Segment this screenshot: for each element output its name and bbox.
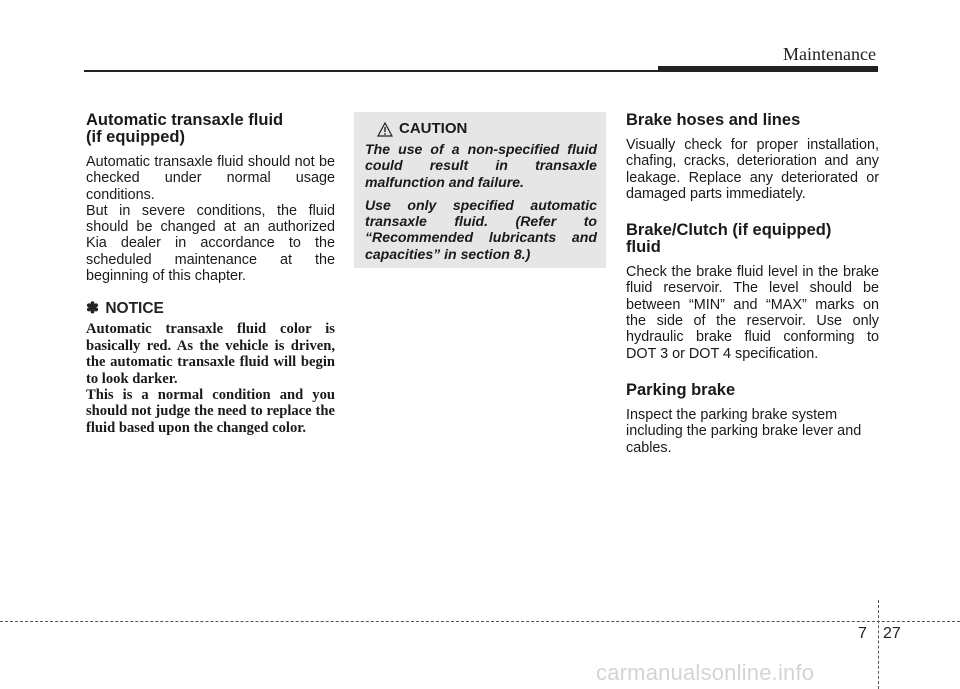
caution-heading	[365, 120, 597, 138]
parking-brake-body: Inspect the parking brake system including the parking brake lever and cables.	[626, 406, 862, 456]
notice-paragraph-1: Automatic transaxle fluid color is basically red. As the vehicle is driven, the automatic transaxle fluid will begin to look darker.	[86, 321, 335, 387]
column-right	[626, 112, 879, 456]
notice-cross-icon: ✽	[86, 300, 99, 318]
section-heading-brake-hoses: Brake hoses and lines	[626, 111, 801, 129]
header-rule-thick	[658, 66, 878, 72]
column-middle	[354, 112, 606, 268]
warning-triangle-icon	[377, 122, 393, 137]
heading-line-2: (if equipped)	[86, 128, 185, 146]
footer-page-number: 27	[883, 625, 901, 642]
footer-chapter-number: 7	[858, 625, 867, 642]
caution-box	[354, 112, 606, 268]
brake-fluid-body: Check the brake fluid level in the brake fluid reservoir. The level should be between “MIN” and “MAX” marks on the side of the reservoir. Use only hydraulic brake fluid conforming to DOT 3 or DOT 4 specification.	[626, 264, 879, 362]
transaxle-paragraph-1: Automatic transaxle fluid should not be checked under normal usage conditions.	[86, 154, 335, 203]
footer-vertical-divider	[878, 600, 879, 689]
brake-hoses-body: Visually check for proper installation, chafing, cracks, deterioration and any leakage. Replace any deteriorated or damaged parts immediately.	[626, 137, 879, 202]
watermark-text: carmanualsonline.info	[596, 660, 815, 685]
brake-fluid-heading-line-1: Brake/Clutch (if equipped)	[626, 221, 832, 240]
section-heading-brake-fluid	[626, 222, 879, 256]
page-header-title: Maintenance	[783, 44, 876, 64]
brake-fluid-heading-line-2: fluid	[626, 238, 661, 257]
footer-divider	[0, 621, 960, 622]
column-left	[86, 112, 335, 436]
notice-heading	[86, 300, 335, 318]
notice-title: NOTICE	[105, 300, 164, 318]
header-rule-thin	[84, 70, 664, 72]
section-heading-parking-brake: Parking brake	[626, 380, 736, 399]
caution-paragraph-2: Use only specified automatic transaxle fluid. (Refer to “Recommended lubricants and capacities” in section 8.)	[365, 196, 597, 262]
notice-paragraph-2: This is a normal condition and you should not judge the need to replace the fluid based upon the changed color.	[86, 387, 335, 436]
caution-title: CAUTION	[399, 120, 468, 137]
caution-paragraph-1: The use of a non-specified fluid could result in transaxle malfunction and failure.	[365, 141, 597, 190]
heading-line-1: Automatic transaxle fluid	[86, 111, 284, 129]
section-heading-transaxle	[86, 112, 335, 146]
transaxle-paragraph-2: But in severe conditions, the fluid should be changed at an authorized Kia dealer in accordance to the scheduled maintenance at the beginning of this chapter.	[86, 202, 335, 285]
